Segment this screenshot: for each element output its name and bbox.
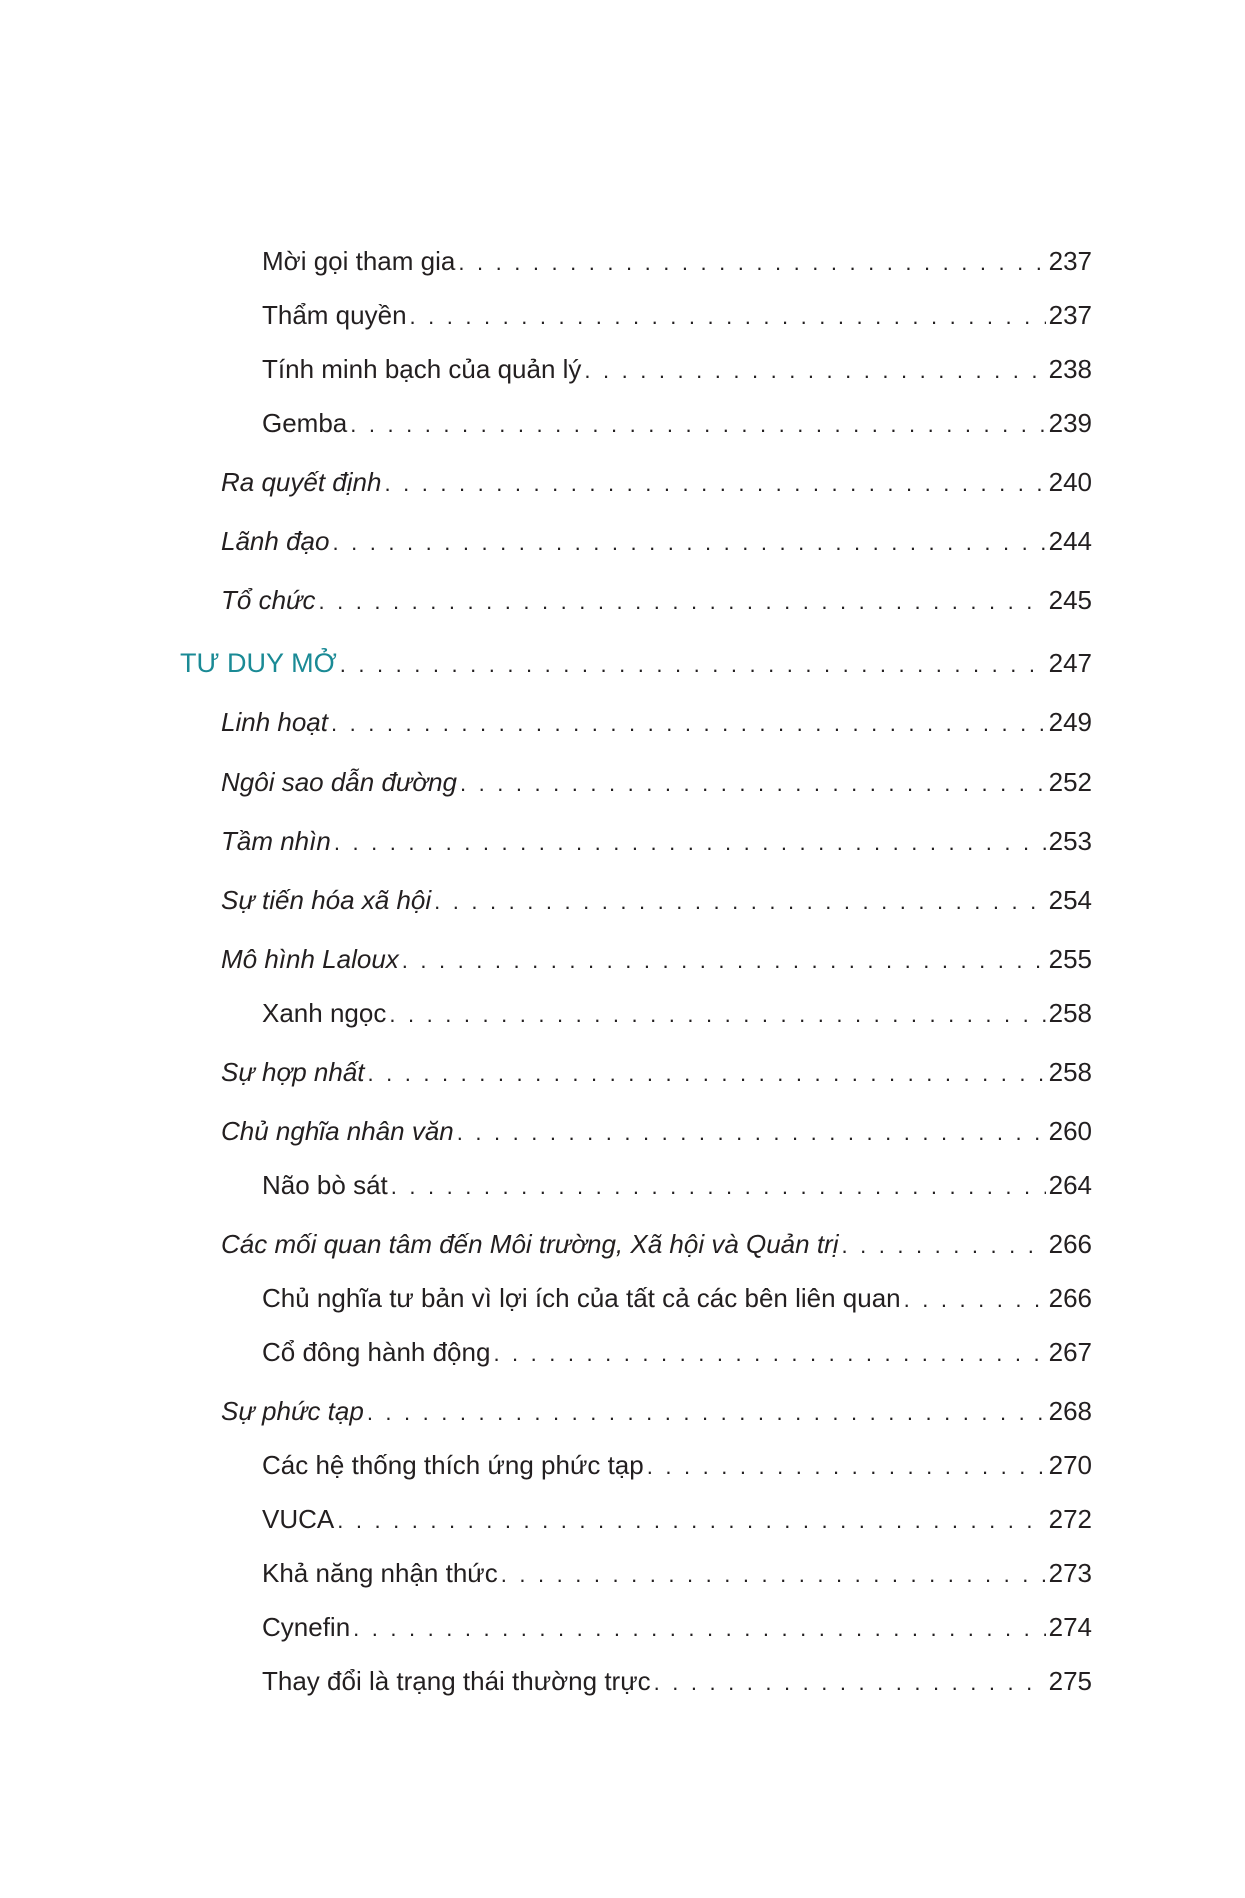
toc-entry-page: 249 [1048, 707, 1092, 737]
dot-leader [402, 945, 1046, 977]
dot-leader [391, 1171, 1046, 1203]
toc-entry-title: Sự hợp nhất [221, 1057, 365, 1087]
toc-entry-page: 238 [1048, 354, 1092, 384]
toc-entry-title: Khả năng nhận thức [262, 1558, 498, 1588]
toc-entry-title: TƯ DUY MỞ [180, 648, 337, 678]
toc-entry-page: 272 [1048, 1504, 1092, 1534]
toc-entry [221, 943, 1092, 977]
toc-entry-title: Các hệ thống thích ứng phức tạp [262, 1450, 644, 1480]
toc-entry-page: 247 [1048, 648, 1092, 678]
toc-entry-page: 270 [1048, 1450, 1092, 1480]
toc-entry-page: 252 [1048, 767, 1092, 797]
toc-entry [221, 706, 1092, 740]
toc-entry [221, 884, 1092, 918]
dot-leader [337, 1505, 1045, 1537]
toc-entry-title: Chủ nghĩa nhân văn [221, 1116, 454, 1146]
dot-leader [331, 708, 1046, 740]
toc-entry-page: 258 [1048, 998, 1092, 1028]
toc-entry-page: 268 [1048, 1396, 1092, 1426]
toc-entry-title: Thẩm quyền [262, 300, 407, 330]
toc-entry-title: Tổ chức [221, 585, 316, 615]
dot-leader [434, 886, 1045, 918]
toc-entry-page: 260 [1048, 1116, 1092, 1146]
toc-entry-title: Não bò sát [262, 1170, 388, 1200]
dot-leader [319, 586, 1046, 618]
dot-leader [842, 1230, 1046, 1262]
dot-leader [334, 827, 1046, 859]
toc-entry-page: 237 [1048, 246, 1092, 276]
dot-leader [460, 768, 1046, 800]
toc-entry [262, 1665, 1092, 1699]
toc-entry-page: 245 [1048, 585, 1092, 615]
toc-entry-page: 266 [1048, 1229, 1092, 1259]
toc-entry-title: Sự tiến hóa xã hội [221, 885, 432, 915]
dot-leader [410, 301, 1046, 333]
toc-entry [262, 245, 1092, 279]
toc-entry-page: 274 [1048, 1612, 1092, 1642]
dot-leader [368, 1058, 1046, 1090]
toc-entry-title: Thay đổi là trạng thái thường trực [262, 1666, 651, 1696]
toc-entry [221, 1056, 1092, 1090]
toc-entry-title: Linh hoạt [221, 707, 328, 737]
dot-leader [904, 1284, 1046, 1316]
toc-entry [262, 997, 1092, 1031]
toc-entry-page: 244 [1048, 526, 1092, 556]
toc-part-heading [180, 647, 1092, 681]
toc-entry-title: Mời gọi tham gia [262, 246, 456, 276]
toc-entry-title: Cynefin [262, 1612, 351, 1642]
toc-entry [262, 353, 1092, 387]
toc-entry [221, 525, 1092, 559]
toc-entry [221, 766, 1092, 800]
dot-leader [584, 355, 1045, 387]
toc-entry-title: Ngôi sao dẫn đường [221, 767, 458, 797]
toc-entry-title: Sự phức tạp [221, 1396, 364, 1426]
dot-leader [350, 409, 1045, 441]
toc-entry-title: Tầm nhìn [221, 826, 331, 856]
dot-leader [501, 1559, 1046, 1591]
toc-entry-page: 266 [1048, 1283, 1092, 1313]
toc-entry-page: 255 [1048, 944, 1092, 974]
toc-entry [262, 299, 1092, 333]
dot-leader [493, 1338, 1045, 1370]
toc-entry [262, 407, 1092, 441]
toc-entry [262, 1611, 1092, 1645]
toc-entry-page: 258 [1048, 1057, 1092, 1087]
toc-entry [221, 1395, 1092, 1429]
toc-entry-title: Mô hình Laloux [221, 944, 399, 974]
toc-entry [262, 1336, 1092, 1370]
dot-leader [332, 527, 1045, 559]
toc-entry [262, 1282, 1092, 1316]
toc-entry [221, 1115, 1092, 1149]
toc-entry-page: 253 [1048, 826, 1092, 856]
toc-entry [262, 1503, 1092, 1537]
toc-entry-title: Gemba [262, 408, 348, 438]
toc-entry-title: VUCA [262, 1504, 335, 1534]
toc-entry-page: 273 [1048, 1558, 1092, 1588]
dot-leader [353, 1613, 1045, 1645]
toc-entry-page: 237 [1048, 300, 1092, 330]
toc-entry-page: 239 [1048, 408, 1092, 438]
toc-entry-page: 240 [1048, 467, 1092, 497]
dot-leader [458, 247, 1045, 279]
toc-entry [221, 584, 1092, 618]
toc-entry-page: 264 [1048, 1170, 1092, 1200]
toc-entry-title: Ra quyết định [221, 467, 382, 497]
toc-entry [262, 1557, 1092, 1591]
toc-entry-page: 254 [1048, 885, 1092, 915]
dot-leader [389, 999, 1045, 1031]
toc-entry [262, 1449, 1092, 1483]
dot-leader [647, 1451, 1046, 1483]
toc-entry [221, 466, 1092, 500]
toc-entry [262, 1169, 1092, 1203]
dot-leader [340, 649, 1046, 681]
toc-entry-title: Chủ nghĩa tư bản vì lợi ích của tất cả các bên liên quan [262, 1283, 901, 1313]
toc-entry-page: 275 [1048, 1666, 1092, 1696]
dot-leader [654, 1667, 1046, 1699]
toc-entry-page: 267 [1048, 1337, 1092, 1367]
dot-leader [367, 1397, 1046, 1429]
toc-entry-title: Cổ đông hành động [262, 1337, 491, 1367]
toc-entry-title: Các mối quan tâm đến Môi trường, Xã hội và Quản trị [221, 1229, 839, 1259]
toc-entry [221, 1228, 1092, 1262]
dot-leader [457, 1117, 1046, 1149]
toc-entry-title: Xanh ngọc [262, 998, 387, 1028]
toc-entry-title: Lãnh đạo [221, 526, 330, 556]
dot-leader [384, 468, 1045, 500]
toc-entry [221, 825, 1092, 859]
toc-entry-title: Tính minh bạch của quản lý [262, 354, 582, 384]
